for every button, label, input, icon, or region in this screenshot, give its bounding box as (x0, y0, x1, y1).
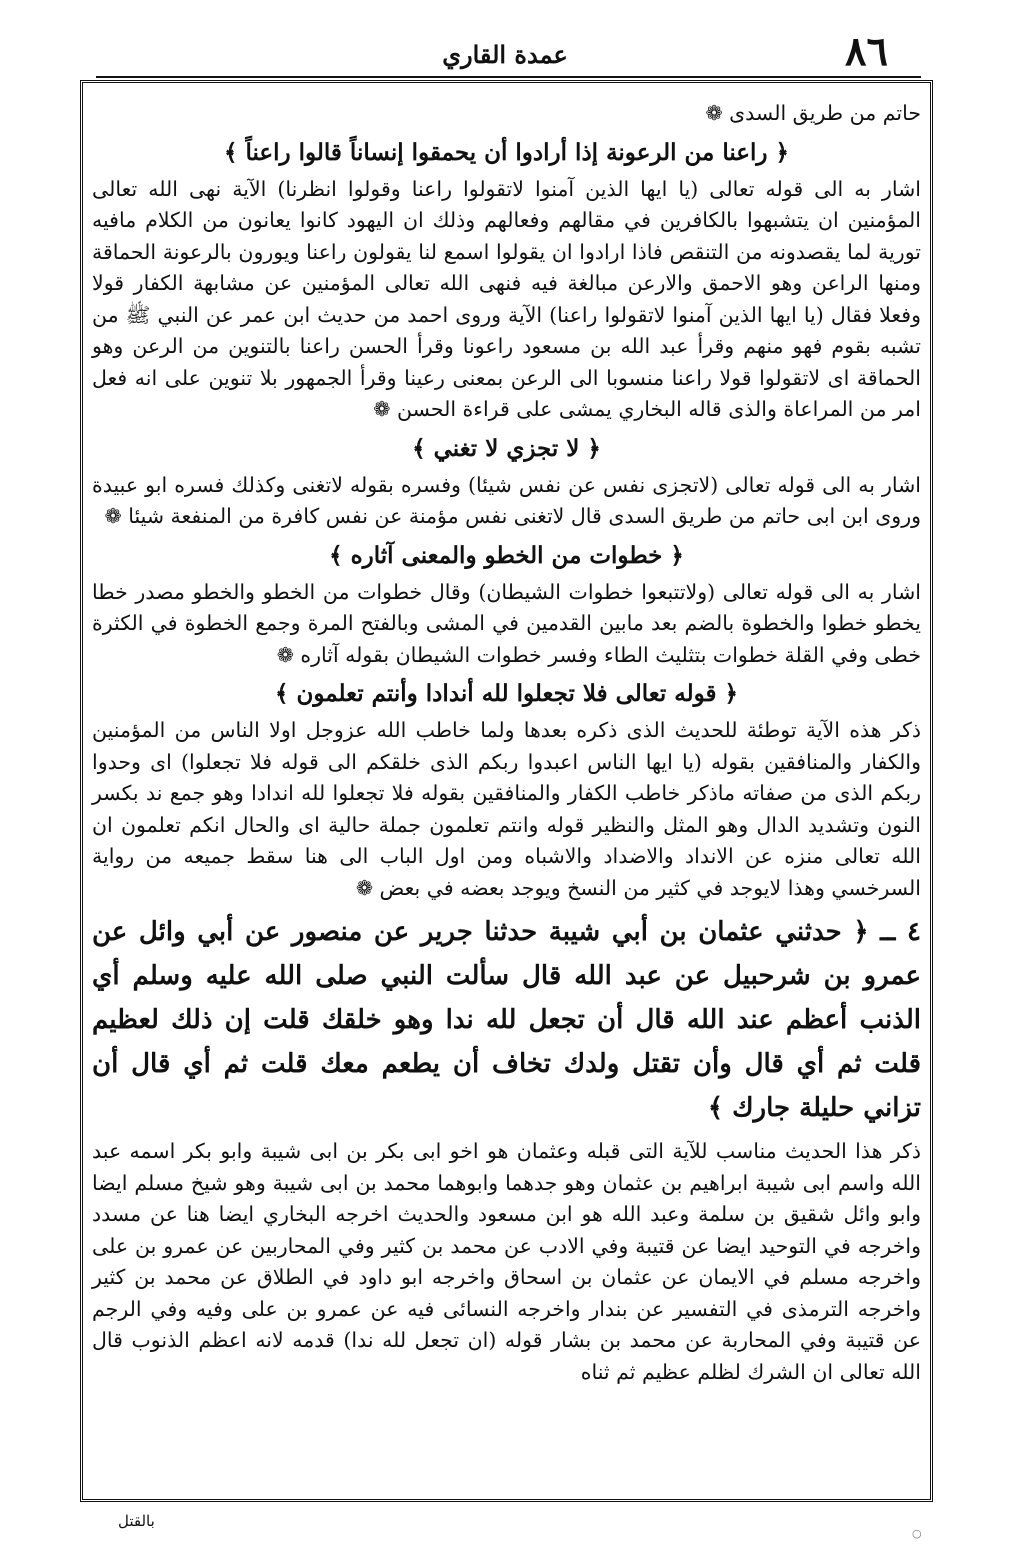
section-heading: ﴿ خطوات من الخطو والمعنى آثاره ﴾ (329, 541, 684, 569)
section-heading: ﴿ راعنا من الرعونة إذا أرادوا أن يحمقوا إنساناً قالوا راعناً ﴾ (223, 138, 790, 166)
text-paragraph: اشار به الى قوله تعالى (لاتجزى نفس عن نفس شيئا) وفسره بقوله لاتغنى وكذلك فسره ابو عبيدة وروى ابن ابى حاتم من طريق السدى قال لاتغنى نفس مؤمنة عن نفس كافرة من المنفعة شيئا ❁ (92, 472, 921, 528)
page-content (92, 98, 921, 1388)
section-heading: ﴿ قوله تعالى فلا تجعلوا لله أندادا وأنتم تعلمون ﴾ (274, 680, 739, 707)
header-rule (96, 76, 921, 78)
section-heading: ﴿ لا تجزي لا تغني ﴾ (412, 434, 601, 462)
text-paragraph: اشار به الى قوله تعالى (يا ايها الذين آمنوا لاتقولوا راعنا وقولوا انظرنا) الآية نهى الله تعالى المؤمنين ان يتشبهوا بالكافرين في مقالهم وفعالهم وذلك ان اليهود كانوا يعانون من الكلام مافيه تورية لما يقصدونه من التنقص فاذا ارادوا ان يقولوا اسمع لنا يقولون راعنا ويورون بالرعونة الحماقة ومنها الراعن وهو الاحمق والارعن مبالغة فيه فنهى الله تعالى المؤمنين عن مشابهة الكفار قولا وفعلا فقال (يا ايها الذين آمنوا لاتقولوا راعنا) الآية وروى احمد من حديث ابن عمر عن النبي ﷺ من تشبه بقوم فهو منهم وقرأ عبد الله بن مسعود راعونا وقرأ الحسن راعنا بالتنوين من الرعن وهو الحماقة اى لاتقولوا قولا راعنا منسوبا الى الرعن بمعنى رعينا وقرأ الجمهور بلا تنوين على انه فعل امر من المراعاة والذى قاله البخاري يمشى على قراءة الحسن ❁ (92, 176, 921, 421)
footnote: بالقتل (118, 1512, 155, 1530)
text-paragraph: ذكر هذه الآية توطئة للحديث الذى ذكره بعدها ولما خاطب الله عزوجل اولا الناس من المؤمنين والكفار والمنافقين بقوله (يا ايها الناس اعبدوا ربكم الذى خلقكم الى قوله فلا تجعلوا) اى وحدوا ربكم الذى من صفاته ماذكر خاطب الكفار والمنافقين بقوله فلا تجعلوا لله اندادا وهو جمع ند بكسر النون وتشديد الدال وهو المثل والنظير قوله وانتم تعلمون جملة حالية اى والحال انكم تعلمون ان الله تعالى منزه عن الانداد والاضداد والاشباه ومن اول الباب الى هنا سقط جميعه من رواية السرخسي وهذا لايوجد في كثير من النسخ ويوجد بعضه في بعض ❁ (92, 718, 921, 900)
text-paragraph: اشار به الى قوله تعالى (ولاتتبعوا خطوات الشيطان) وقال خطوات من الخطو والخطو مصدر خطا يخطو خطوا والخطوة بالضم بعد مابين القدمين في المشى وبالفتح المرة وجمع الخطوة في الكثرة خطى وفي القلة خطوات بتثليث الطاء وفسر خطوات الشيطان بقوله آثاره ❁ (92, 579, 921, 667)
page-number: ٨٦ (845, 28, 888, 75)
hadith-text: ٤ ــ ﴿ حدثني عثمان بن أبي شيبة حدثنا جرير عن منصور عن أبي وائل عن عمرو بن شرحبيل عن عبد الله قال سألت النبي صلى الله عليه وسلم أي الذنب أعظم عند الله قال أن تجعل لله ندا وهو خلقك قلت إن ذلك لعظيم قلت ثم أي قال وأن تقتل ولدك تخاف أن يطعم معك قلت ثم أي قال أن تزاني حليلة جارك ﴾ (92, 917, 921, 1123)
text-paragraph: ذكر هذا الحديث مناسب للآية التى قبله وعثمان هو اخو ابى بكر بن ابى شيبة وابو بكر اسمه عبد الله واسم ابى شيبة ابراهيم بن عثمان وهو جدهما وابوهما محمد بن ابى شيبة وهو شيخ مسلم ايضا وابو وائل شقيق بن سلمة وعبد الله هو ابن مسعود والحديث اخرجه البخاري ايضا هنا عن مسدد واخرجه في التوحيد ايضا عن قتيبة وفي الادب عن محمد بن كثير وفي المحاربين عن عمرو بن على واخرجه مسلم في الايمان عن عثمان بن اسحاق واخرجه ابو داود في الطلاق عن محمد بن كثير واخرجه الترمذى في التفسير عن بندار واخرجه النسائى فيه عن عمرو بن على وفيه وفي الرجم عن قتيبة وفي المحاربة عن محمد بن بشار قوله (ان تجعل لله ندا) قدمه لانه اعظم الذنوب قال الله تعالى ان الشرك لظلم عظيم ثم ثناه (92, 1139, 921, 1384)
running-title: عمدة القاري (442, 40, 568, 69)
text-paragraph: حاتم من طريق السدى ❁ (705, 101, 921, 125)
corner-mark: ○ (912, 1527, 922, 1540)
